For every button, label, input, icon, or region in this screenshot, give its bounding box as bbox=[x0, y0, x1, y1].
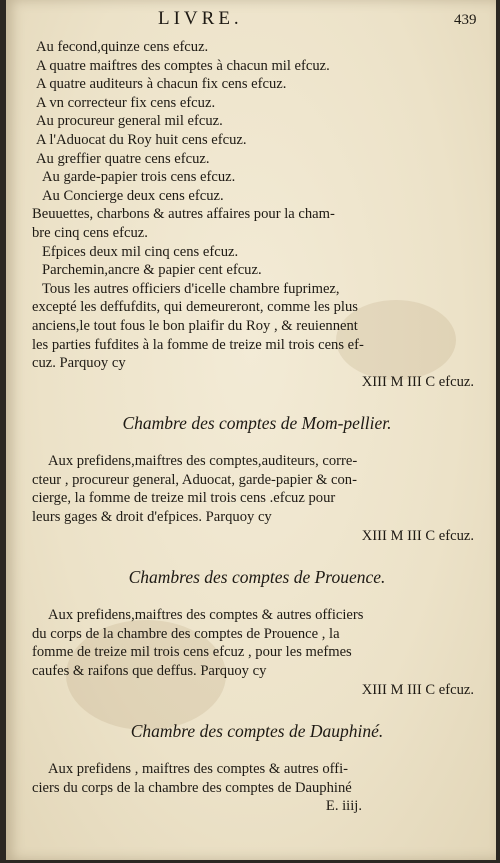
text-line: Aux prefidens,maiftres des comptes & autres officiers bbox=[48, 607, 364, 624]
text-line: A l'Aduocat du Roy huit cens efcuz. bbox=[36, 131, 247, 148]
salary-list bbox=[32, 38, 482, 373]
text-line: leurs gages & droit d'efpices. Parquoy cy bbox=[32, 509, 272, 526]
text-line: Au procureur general mil efcuz. bbox=[36, 113, 223, 130]
book-page bbox=[6, 0, 496, 860]
text-line: Efpices deux mil cinq cens efcuz. bbox=[42, 243, 239, 260]
text-line: A vn correcteur fix cens efcuz. bbox=[36, 94, 216, 111]
text-line: Aux prefidens,maiftres des comptes,auditeurs, corre- bbox=[48, 453, 358, 470]
text-line: bre cinq cens efcuz. bbox=[32, 224, 148, 241]
text-line: cuz. Parquoy cy bbox=[32, 355, 126, 372]
section-title-dauphine: Chambre des comptes de Dauphiné. bbox=[130, 721, 384, 742]
text-line: du corps de la chambre des comptes de Prouence , la bbox=[32, 625, 340, 642]
text-line: A quatre auditeurs à chacun fix cens efcuz. bbox=[36, 76, 287, 93]
text-line: Tous les autres officiers d'icelle chambre fuprimez, bbox=[42, 280, 340, 297]
section-body-prouence bbox=[32, 606, 482, 680]
section-body-mompellier bbox=[32, 452, 482, 526]
section-total-prouence: XIII M III C efcuz. bbox=[361, 681, 474, 698]
section-body-dauphine bbox=[32, 760, 482, 797]
text-line: cteur , procureur general, Aduocat, garde-papier & con- bbox=[32, 471, 357, 488]
text-line: Aux prefidens , maiftres des comptes & autres offi- bbox=[48, 761, 349, 778]
text-line: caufes & raifons que deffus. Parquoy cy bbox=[32, 663, 267, 680]
block1-total: XIII M III C efcuz. bbox=[361, 373, 474, 390]
text-line: A quatre maiftres des comptes à chacun mil efcuz. bbox=[36, 57, 330, 74]
text-line: Beuuettes, charbons & autres affaires pour la cham- bbox=[32, 206, 335, 223]
page-text bbox=[32, 38, 482, 816]
section-title-mompellier: Chambre des comptes de Mom-pellier. bbox=[122, 413, 392, 434]
text-line: Au Concierge deux cens efcuz. bbox=[42, 187, 224, 204]
text-line: anciens,le tout fous le bon plaifir du Roy , & reuiennent bbox=[32, 317, 358, 334]
text-line: excepté les deffufdits, qui demeureront, comme les plus bbox=[32, 299, 358, 316]
running-title: LIVRE. bbox=[158, 8, 243, 29]
text-line: fomme de treize mil trois cens efcuz , pour les mefmes bbox=[32, 644, 352, 661]
text-line: Au fecond,quinze cens efcuz. bbox=[36, 39, 209, 55]
section-title-prouence: Chambres des comptes de Prouence. bbox=[128, 567, 386, 588]
section-total-mompellier: XIII M III C efcuz. bbox=[361, 527, 474, 544]
page-header bbox=[6, 8, 496, 34]
signature-mark: E. iiij. bbox=[325, 798, 362, 815]
text-line: ciers du corps de la chambre des comptes de Dauphiné bbox=[32, 779, 352, 796]
page-number: 439 bbox=[454, 12, 477, 28]
text-line: Au greffier quatre cens efcuz. bbox=[36, 150, 210, 167]
text-line: les parties fufdites à la fomme de treize mil trois cens ef- bbox=[32, 336, 364, 353]
text-line: cierge, la fomme de treize mil trois cens .efcuz pour bbox=[32, 490, 336, 507]
text-line: Parchemin,ancre & papier cent efcuz. bbox=[42, 262, 262, 279]
text-line: Au garde-papier trois cens efcuz. bbox=[42, 169, 236, 186]
